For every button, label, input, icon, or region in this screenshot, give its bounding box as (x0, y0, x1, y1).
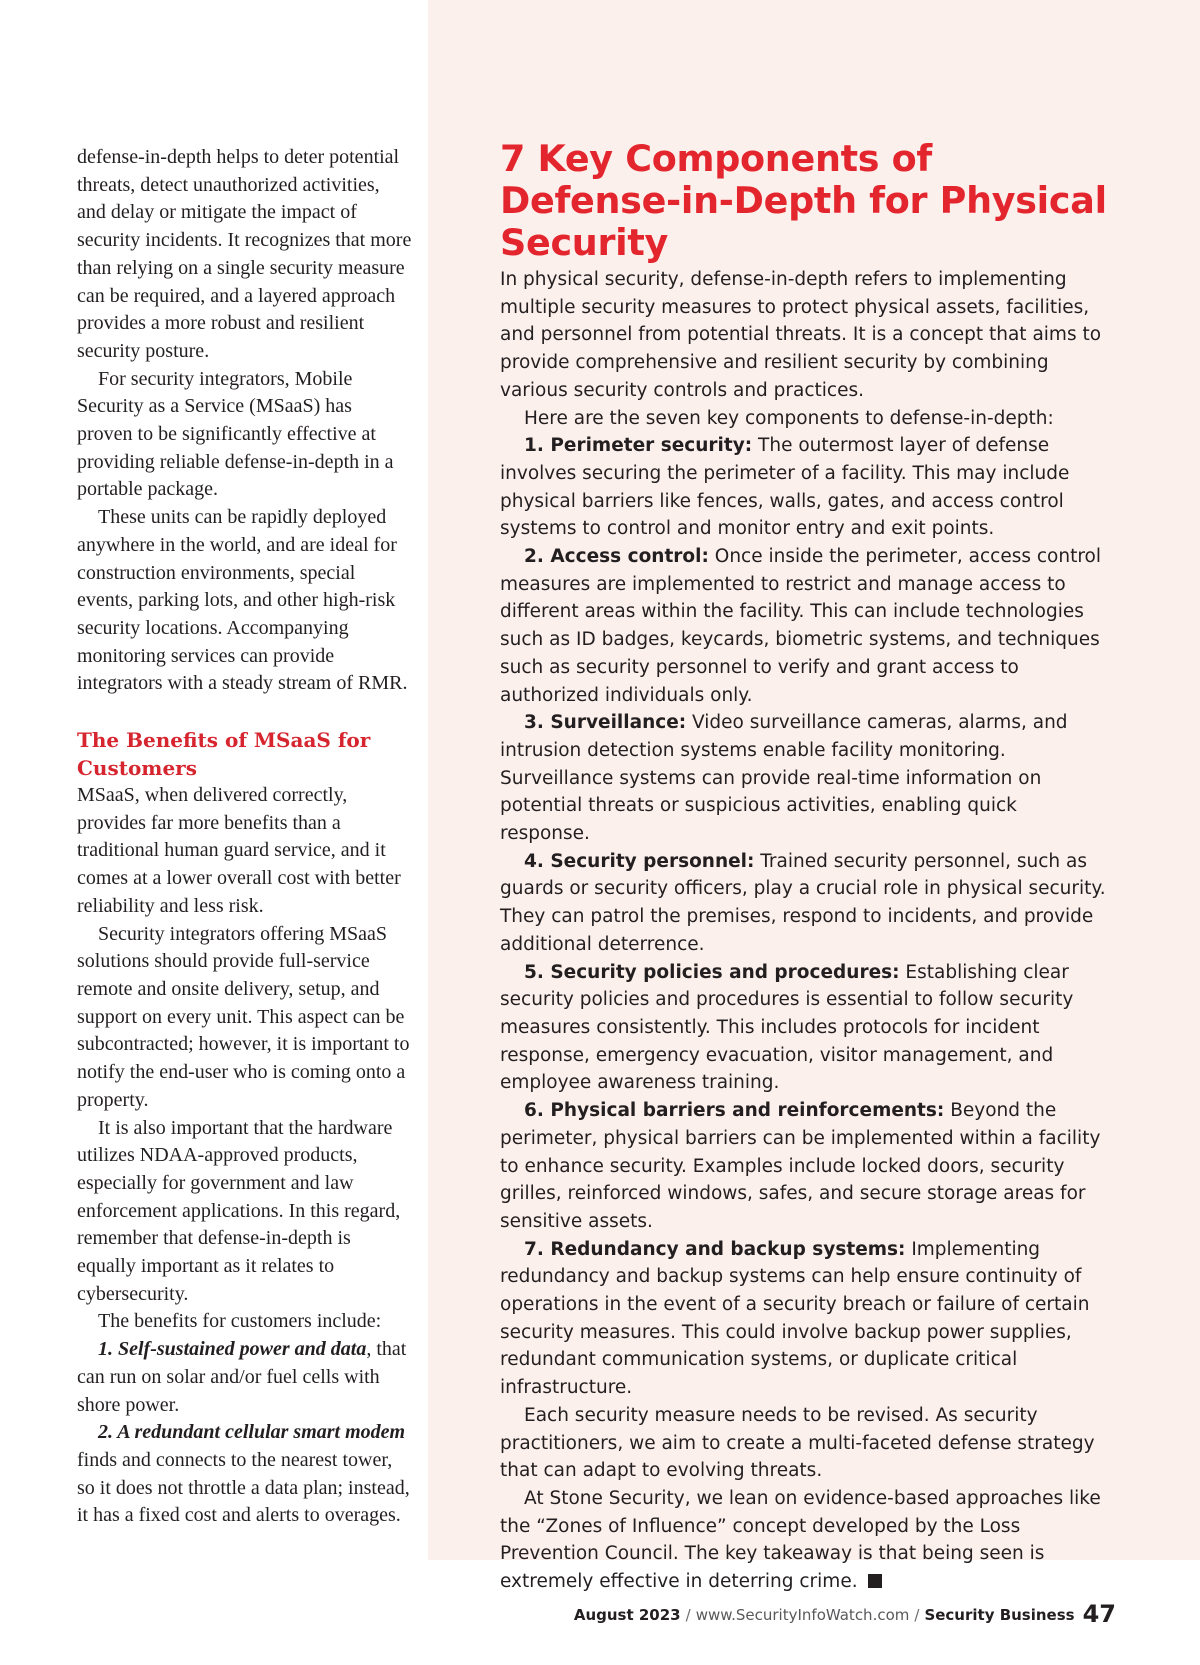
page-footer (574, 1600, 1116, 1628)
component-item (500, 543, 1110, 709)
benefit-item-title: 2. A redundant cellular smart modem (98, 1421, 406, 1444)
benefit-item-text: , that can run on solar and/or fuel cells with shore power. (77, 1338, 407, 1416)
component-title: 3. Surveillance: (524, 712, 687, 734)
benefit-item (77, 1419, 412, 1530)
component-title: 7. Redundancy and backup systems: (524, 1238, 906, 1260)
component-item (500, 1236, 1110, 1402)
closing-paragraph: Each security measure needs to be revised. As security practitioners, we aim to create a multi-faceted defense strategy that can adapt to evolving threats. (500, 1404, 1095, 1482)
article-left-column (77, 144, 412, 1530)
footer-publication: Security Business (924, 1606, 1075, 1624)
section-heading: The Benefits of MSaaS for Customers (77, 728, 371, 781)
section-spacer (77, 698, 412, 726)
sidebar-lead: Here are the seven key components to defense-in-depth: (524, 407, 1054, 429)
component-item (500, 709, 1110, 848)
component-item (500, 1097, 1110, 1236)
footer-separator: / (685, 1606, 691, 1624)
closing-text: At Stone Security, we lean on evidence-based approaches like the “Zones of Influence” concept developed by the Loss Prevention Council. The key takeaway is that being seen is extremely effective in deterring crime. (500, 1487, 1101, 1593)
component-item (500, 959, 1110, 1098)
article-paragraph: Security integrators offering MSaaS solutions should provide full-service remote and onsite delivery, setup, and support on every unit. This aspect can be subcontracted; however, it is important to notify the end-user who is coming onto a property. (77, 922, 410, 1111)
benefit-item-title: 1. Self-sustained power and data (98, 1338, 367, 1361)
footer-separator: / (914, 1606, 920, 1624)
sidebar-intro: In physical security, defense-in-depth refers to implementing multiple security measures to protect physical assets, facilities, and personnel from potential threats. It is a concept that aims to provide comprehensive and resilient security by combining various security controls and practices. (500, 269, 1102, 401)
benefit-item-text: finds and connects to the nearest tower, so it does not throttle a data plan; instead, it has a fixed cost and alerts to overages. (77, 1448, 410, 1527)
sidebar-panel (500, 138, 1110, 1596)
component-title: 4. Security personnel: (524, 850, 755, 872)
component-title: 5. Security policies and procedures: (524, 961, 900, 983)
component-text: Once inside the perimeter, access control measures are implemented to restrict and manage access to different areas within the facility. This can include technologies such as ID badges, keycards, biometric systems, and techniques such as security personnel to verify and grant access to authorized individuals only. (500, 546, 1101, 706)
article-paragraph: These units can be rapidly deployed anywhere in the world, and are ideal for construction environments, special events, parking lots, and other high-risk security locations. Accompanying monitoring services can provide integrators with a steady stream of RMR. (77, 506, 408, 695)
article-paragraph: The benefits for customers include: (98, 1310, 382, 1333)
component-item (500, 848, 1110, 959)
footer-date: August 2023 (573, 1606, 681, 1624)
component-text: Establishing clear security policies and procedures is essential to follow security measures consistently. This includes protocols for incident response, emergency evacuation, visitor management, and employee awareness training. (500, 961, 1074, 1094)
footer-website-link[interactable]: www.SecurityInfoWatch.com (695, 1606, 910, 1624)
page-number: 47 (1082, 1600, 1116, 1628)
component-title: 6. Physical barriers and reinforcements: (524, 1100, 945, 1122)
article-paragraph: It is also important that the hardware utilizes NDAA-approved products, especially for government and law enforcement applications. In this regard, remember that defense-in-depth is equally important as it relates to cybersecurity. (77, 1116, 401, 1305)
component-text: Implementing redundancy and backup systems can help ensure continuity of operations in the event of a security breach or failure of certain security measures. This could involve backup power supplies, redundant communication systems, or duplicate critical infrastructure. (500, 1238, 1090, 1399)
end-of-article-icon (868, 1574, 882, 1588)
component-title: 1. Perimeter security: (524, 435, 753, 457)
component-text: The outermost layer of defense involves securing the perimeter of a facility. This may include physical barriers like fences, walls, gates, and access control systems to control and monitor entry and exit points. (500, 435, 1070, 540)
sidebar-title: 7 Key Components of Defense-in-Depth for Physical Security (500, 137, 1107, 264)
article-paragraph: For security integrators, Mobile Security as a Service (MSaaS) has proven to be significantly effective at providing reliable defense-in-depth in a portable package. (77, 367, 394, 501)
benefit-item (77, 1336, 412, 1419)
component-text: Beyond the perimeter, physical barriers can be implemented within a facility to enhance security. Examples include locked doors, security grilles, reinforced windows, safes, and secure storage areas for sensitive assets. (500, 1100, 1101, 1232)
component-text: Video surveillance cameras, alarms, and intrusion detection systems enable facility monitoring. Surveillance systems can provide real-time information on potential threats or suspicious activities, enabling quick response. (500, 712, 1068, 845)
article-paragraph: MSaaS, when delivered correctly, provides far more benefits than a traditional human guard service, and it comes at a lower overall cost with better reliability and less risk. (77, 784, 401, 917)
article-paragraph: defense-in-depth helps to deter potential threats, detect unauthorized activities, and delay or mitigate the impact of security incidents. It recognizes that more than relying on a single security measure can be required, and a layered approach provides a more robust and resilient security posture. (77, 146, 412, 362)
component-title: 2. Access control: (524, 546, 709, 568)
closing-paragraph (500, 1485, 1110, 1596)
component-text: Trained security personnel, such as guards or security officers, play a crucial role in physical security. They can patrol the premises, respond to incidents, and provide additional deterrence. (500, 850, 1106, 955)
component-item (500, 432, 1110, 543)
